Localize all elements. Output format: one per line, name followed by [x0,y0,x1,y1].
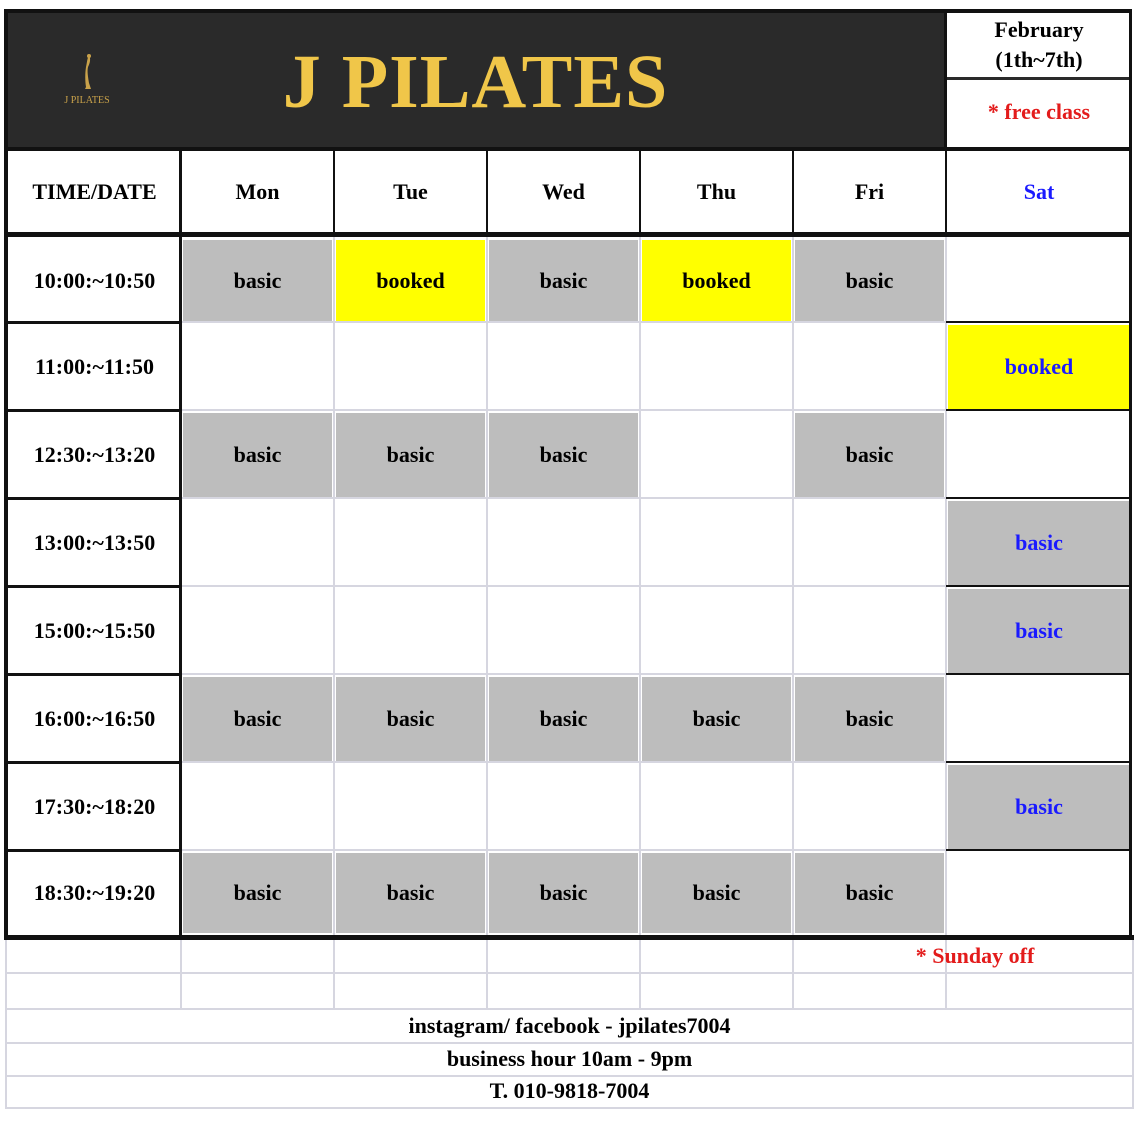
footer-grid-line [639,940,641,1010]
footer-phone: T. 010-9818-7004 [489,1078,650,1103]
empty-slot [334,587,487,675]
empty-slot [793,323,946,411]
sat-row-rule [946,585,1132,587]
empty-slot [946,238,1132,323]
day-header-fri: Fri [854,178,885,204]
time-cell: 18:30:~19:20 [33,880,156,905]
class-slot-booked: booked [948,325,1130,409]
empty-slot [181,499,334,587]
footer-hours: business hour 10am - 9pm [446,1045,693,1071]
footer-grid-line [5,1107,1134,1109]
sat-row-rule [946,849,1132,851]
class-slot-basic: basic [183,853,332,933]
class-slot-basic: basic [642,853,791,933]
day-header-mon: Mon [235,178,280,204]
page-title: J PILATES [282,40,669,124]
empty-slot [946,411,1132,499]
class-slot-booked: booked [336,240,485,321]
class-slot-basic: basic [642,677,791,761]
time-row-rule [8,761,180,764]
day-header-thu: Thu [696,178,737,204]
empty-slot [793,499,946,587]
time-column-divider [179,150,182,938]
empty-slot [640,587,793,675]
empty-slot [487,323,640,411]
footer-grid-line [792,940,794,1010]
day-header-tue: Tue [393,178,428,204]
class-slot-basic: basic [948,589,1130,673]
class-slot-basic: basic [795,853,944,933]
footer-grid-line [180,940,182,1010]
class-slot-booked: booked [642,240,791,321]
class-slot-basic: basic [183,240,332,321]
empty-slot [334,763,487,851]
time-row-rule [8,673,180,676]
logo-text: J PILATES [64,95,110,106]
class-slot-basic: basic [489,240,638,321]
empty-slot [181,323,334,411]
corner-header: TIME/DATE [32,178,157,204]
class-slot-basic: basic [795,677,944,761]
sat-row-rule [946,321,1132,323]
sunday-off-note: * Sunday off [915,943,1035,968]
footer-grid-line [5,972,1134,974]
class-slot-basic: basic [795,413,944,497]
time-cell: 10:00:~10:50 [33,267,156,293]
header-divider [333,150,335,233]
day-header-sat: Sat [1023,178,1055,204]
empty-slot [793,587,946,675]
empty-slot [181,763,334,851]
time-row-rule [8,321,180,324]
sat-row-rule [946,497,1132,499]
empty-slot [334,323,487,411]
time-cell: 11:00:~11:50 [35,354,154,379]
time-cell: 12:30:~13:20 [33,442,156,467]
empty-slot [487,499,640,587]
class-slot-basic: basic [489,853,638,933]
thead-bottom-rule [8,232,1132,237]
day-header-wed: Wed [542,178,585,204]
class-slot-basic: basic [795,240,944,321]
empty-slot [334,499,487,587]
time-cell: 13:00:~13:50 [33,530,156,555]
time-cell: 17:30:~18:20 [33,794,156,819]
class-slot-basic: basic [336,413,485,497]
month-box-divider [944,11,947,148]
footer-grid-line [486,940,488,1010]
empty-slot [793,763,946,851]
class-slot-basic: basic [489,413,638,497]
time-row-rule [8,497,180,500]
empty-slot [640,499,793,587]
class-slot-basic: basic [948,501,1130,585]
empty-slot [487,587,640,675]
month-label: February [994,17,1084,42]
header-divider [792,150,794,233]
date-range: (1th~7th) [995,47,1083,72]
empty-slot [487,763,640,851]
class-slot-basic: basic [489,677,638,761]
class-slot-basic: basic [183,413,332,497]
header-divider [639,150,641,233]
class-slot-basic: basic [336,677,485,761]
time-row-rule [8,409,180,412]
footer-social: instagram/ facebook - jpilates7004 [408,1013,731,1038]
header-divider [486,150,488,233]
footer-grid-line [333,940,335,1010]
time-row-rule [8,849,180,852]
table-bottom-rule [4,935,1134,940]
class-slot-basic: basic [183,677,332,761]
empty-slot [640,763,793,851]
free-class-note: * free class [987,99,1091,124]
time-cell: 16:00:~16:50 [33,706,156,731]
time-cell: 15:00:~15:50 [33,618,156,643]
sat-row-rule [946,673,1132,675]
empty-slot [181,587,334,675]
empty-slot [946,675,1132,763]
header-divider [945,150,947,233]
header-bottom-rule [8,147,1132,151]
sat-row-rule [946,409,1132,411]
sat-row-rule [946,761,1132,763]
empty-slot [946,851,1132,935]
class-slot-basic: basic [336,853,485,933]
empty-slot [640,411,793,499]
month-box [946,11,1132,80]
schedule-header [5,11,946,147]
time-row-rule [8,585,180,588]
empty-slot [640,323,793,411]
class-slot-basic: basic [948,765,1130,849]
